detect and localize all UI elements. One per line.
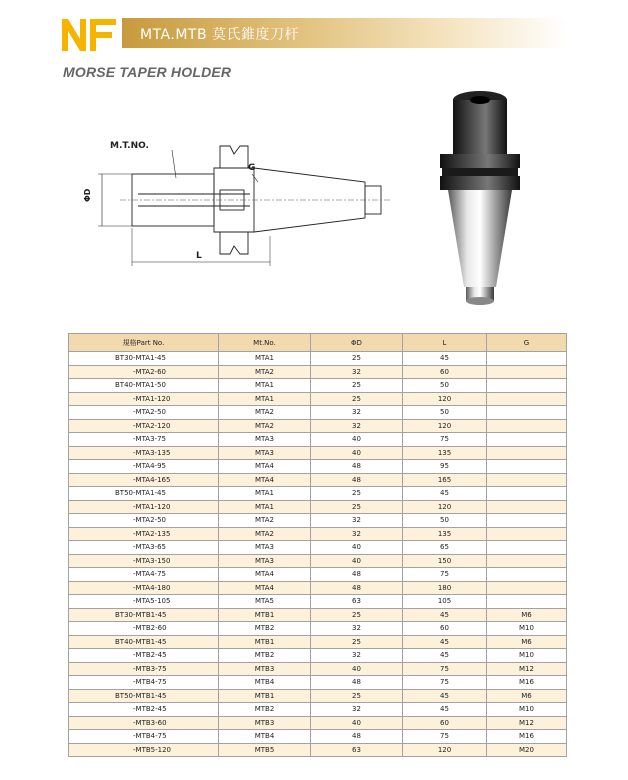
- l-cell: 45: [403, 689, 487, 703]
- table-row: [69, 433, 567, 447]
- d-cell: 40: [311, 662, 403, 676]
- table-row: [69, 716, 567, 730]
- header-d: ΦD: [311, 334, 403, 352]
- part-no-cell: -MTB4-75: [69, 676, 219, 690]
- table-row: [69, 743, 567, 757]
- part-no-cell: -MTA2-60: [69, 365, 219, 379]
- g-cell: [487, 419, 567, 433]
- table-row: [69, 730, 567, 744]
- d-cell: 63: [311, 743, 403, 757]
- d-cell: 25: [311, 635, 403, 649]
- g-cell: M20: [487, 743, 567, 757]
- mt-no-cell: MTA4: [219, 473, 311, 487]
- l-cell: 45: [403, 703, 487, 717]
- table-row: [69, 500, 567, 514]
- d-cell: 25: [311, 500, 403, 514]
- part-no-cell: -MTB3-75: [69, 662, 219, 676]
- d-cell: 25: [311, 487, 403, 501]
- part-no-cell: -MTB5-120: [69, 743, 219, 757]
- l-cell: 180: [403, 581, 487, 595]
- mt-no-cell: MTB4: [219, 676, 311, 690]
- l-cell: 75: [403, 730, 487, 744]
- mt-no-cell: MTA1: [219, 500, 311, 514]
- d-cell: 25: [311, 689, 403, 703]
- l-cell: 95: [403, 460, 487, 474]
- l-cell: 135: [403, 446, 487, 460]
- part-no-cell: BT30-MTA1-45: [69, 352, 219, 366]
- g-cell: [487, 352, 567, 366]
- table-row: [69, 608, 567, 622]
- g-cell: [487, 514, 567, 528]
- table-row: [69, 595, 567, 609]
- g-cell: M6: [487, 689, 567, 703]
- d-cell: 48: [311, 581, 403, 595]
- l-cell: 75: [403, 433, 487, 447]
- table-row: [69, 446, 567, 460]
- l-cell: 60: [403, 365, 487, 379]
- l-cell: 135: [403, 527, 487, 541]
- mt-no-cell: MTB3: [219, 662, 311, 676]
- d-cell: 48: [311, 676, 403, 690]
- g-cell: M12: [487, 662, 567, 676]
- mt-no-cell: MTA2: [219, 406, 311, 420]
- table-row: [69, 406, 567, 420]
- table-row: [69, 487, 567, 501]
- d-cell: 48: [311, 568, 403, 582]
- table-row: [69, 581, 567, 595]
- mt-no-cell: MTA3: [219, 541, 311, 555]
- table-row: [69, 419, 567, 433]
- mt-no-cell: MTB3: [219, 716, 311, 730]
- l-cell: 75: [403, 676, 487, 690]
- part-no-cell: -MTA3-135: [69, 446, 219, 460]
- table-row: [69, 527, 567, 541]
- brand-logo: [60, 15, 118, 53]
- table-row: [69, 460, 567, 474]
- part-no-cell: BT50-MTB1-45: [69, 689, 219, 703]
- part-no-cell: BT40-MTB1-45: [69, 635, 219, 649]
- mt-no-cell: MTA2: [219, 514, 311, 528]
- mt-no-cell: MTA4: [219, 581, 311, 595]
- table-row: [69, 676, 567, 690]
- mt-no-cell: MTA3: [219, 554, 311, 568]
- table-row: [69, 473, 567, 487]
- d-cell: 25: [311, 392, 403, 406]
- table-row: [69, 365, 567, 379]
- g-cell: [487, 581, 567, 595]
- d-cell: 48: [311, 730, 403, 744]
- l-cell: 45: [403, 608, 487, 622]
- technical-drawing: [80, 128, 400, 276]
- d-cell: 32: [311, 703, 403, 717]
- l-cell: 65: [403, 541, 487, 555]
- mt-no-cell: MTB5: [219, 743, 311, 757]
- g-cell: M16: [487, 676, 567, 690]
- mt-no-label: M.T.NO.: [110, 141, 149, 151]
- l-cell: 120: [403, 743, 487, 757]
- part-no-cell: -MTB2-45: [69, 649, 219, 663]
- g-cell: [487, 460, 567, 474]
- mt-no-cell: MTB4: [219, 730, 311, 744]
- table-row: [69, 352, 567, 366]
- g-cell: [487, 473, 567, 487]
- title-bar: [122, 18, 568, 48]
- d-cell: 32: [311, 649, 403, 663]
- part-no-cell: -MTA3-65: [69, 541, 219, 555]
- d-label: ΦD: [83, 188, 92, 202]
- d-cell: 40: [311, 554, 403, 568]
- part-no-cell: -MTA4-180: [69, 581, 219, 595]
- g-cell: [487, 406, 567, 420]
- header-l: L: [403, 334, 487, 352]
- part-no-cell: BT40-MTA1-50: [69, 379, 219, 393]
- g-cell: [487, 365, 567, 379]
- header-part-no: 規格Part No.: [69, 334, 219, 352]
- g-cell: M10: [487, 622, 567, 636]
- mt-no-cell: MTA4: [219, 460, 311, 474]
- table-row: [69, 379, 567, 393]
- table-row: [69, 662, 567, 676]
- d-cell: 40: [311, 541, 403, 555]
- d-cell: 63: [311, 595, 403, 609]
- l-cell: 120: [403, 500, 487, 514]
- l-cell: 50: [403, 379, 487, 393]
- d-cell: 40: [311, 716, 403, 730]
- g-cell: M12: [487, 716, 567, 730]
- g-cell: [487, 595, 567, 609]
- g-cell: [487, 433, 567, 447]
- part-no-cell: -MTB2-60: [69, 622, 219, 636]
- header-mt-no: Mt.No.: [219, 334, 311, 352]
- g-cell: M16: [487, 730, 567, 744]
- d-cell: 32: [311, 622, 403, 636]
- l-label: L: [196, 251, 202, 261]
- mt-no-cell: MTB1: [219, 689, 311, 703]
- table-row: [69, 689, 567, 703]
- table-row: [69, 568, 567, 582]
- g-cell: [487, 379, 567, 393]
- l-cell: 45: [403, 487, 487, 501]
- spec-table: [68, 333, 567, 757]
- l-cell: 60: [403, 622, 487, 636]
- g-cell: [487, 527, 567, 541]
- l-cell: 120: [403, 419, 487, 433]
- mt-no-cell: MTA1: [219, 487, 311, 501]
- d-cell: 32: [311, 514, 403, 528]
- table-row: [69, 703, 567, 717]
- table-row: [69, 554, 567, 568]
- d-cell: 32: [311, 406, 403, 420]
- mt-no-cell: MTA2: [219, 419, 311, 433]
- d-cell: 32: [311, 527, 403, 541]
- mt-no-cell: MTA4: [219, 568, 311, 582]
- l-cell: 45: [403, 352, 487, 366]
- g-cell: M10: [487, 703, 567, 717]
- mt-no-cell: MTB1: [219, 635, 311, 649]
- mt-no-cell: MTB2: [219, 703, 311, 717]
- d-cell: 32: [311, 365, 403, 379]
- g-cell: M6: [487, 635, 567, 649]
- part-no-cell: -MTA4-75: [69, 568, 219, 582]
- d-cell: 48: [311, 473, 403, 487]
- d-cell: 40: [311, 446, 403, 460]
- header-g: G: [487, 334, 567, 352]
- part-no-cell: -MTA2-135: [69, 527, 219, 541]
- morse-taper-holder-photo-icon: [418, 82, 542, 307]
- g-cell: [487, 446, 567, 460]
- table-row: [69, 514, 567, 528]
- part-no-cell: -MTB3-60: [69, 716, 219, 730]
- table-row: [69, 635, 567, 649]
- part-no-cell: BT50-MTA1-45: [69, 487, 219, 501]
- g-cell: [487, 568, 567, 582]
- part-no-cell: -MTA1-120: [69, 500, 219, 514]
- g-cell: [487, 541, 567, 555]
- part-no-cell: -MTA2-50: [69, 406, 219, 420]
- mt-no-cell: MTB2: [219, 622, 311, 636]
- part-no-cell: -MTA4-165: [69, 473, 219, 487]
- l-cell: 165: [403, 473, 487, 487]
- part-no-cell: -MTB4-75: [69, 730, 219, 744]
- l-cell: 150: [403, 554, 487, 568]
- l-cell: 105: [403, 595, 487, 609]
- part-no-cell: BT30-MTB1-45: [69, 608, 219, 622]
- mt-no-cell: MTA3: [219, 446, 311, 460]
- table-row: [69, 392, 567, 406]
- part-no-cell: -MTB2-45: [69, 703, 219, 717]
- mt-no-cell: MTA1: [219, 379, 311, 393]
- part-no-cell: -MTA4-95: [69, 460, 219, 474]
- table-header-row: [69, 334, 567, 352]
- part-no-cell: -MTA1-120: [69, 392, 219, 406]
- l-cell: 120: [403, 392, 487, 406]
- l-cell: 45: [403, 635, 487, 649]
- d-cell: 40: [311, 433, 403, 447]
- part-no-cell: -MTA5-105: [69, 595, 219, 609]
- section-subtitle: MORSE TAPER HOLDER: [63, 64, 232, 80]
- d-cell: 25: [311, 608, 403, 622]
- mt-no-cell: MTB2: [219, 649, 311, 663]
- g-cell: [487, 487, 567, 501]
- g-cell: [487, 392, 567, 406]
- table-row: [69, 541, 567, 555]
- table-row: [69, 649, 567, 663]
- part-no-cell: -MTA3-150: [69, 554, 219, 568]
- l-cell: 45: [403, 649, 487, 663]
- g-cell: M10: [487, 649, 567, 663]
- page-title: MTA.MTB 莫氏錐度刀杆: [140, 27, 300, 43]
- g-cell: [487, 554, 567, 568]
- mt-no-cell: MTA1: [219, 352, 311, 366]
- g-cell: M6: [487, 608, 567, 622]
- part-no-cell: -MTA3-75: [69, 433, 219, 447]
- mt-no-cell: MTA1: [219, 392, 311, 406]
- d-cell: 48: [311, 460, 403, 474]
- l-cell: 75: [403, 662, 487, 676]
- part-no-cell: -MTA2-50: [69, 514, 219, 528]
- g-label: G: [248, 163, 256, 173]
- d-cell: 25: [311, 379, 403, 393]
- mt-no-cell: MTA2: [219, 527, 311, 541]
- l-cell: 60: [403, 716, 487, 730]
- mt-no-cell: MTA2: [219, 365, 311, 379]
- g-cell: [487, 500, 567, 514]
- mt-no-cell: MTB1: [219, 608, 311, 622]
- d-cell: 32: [311, 419, 403, 433]
- mt-no-cell: MTA3: [219, 433, 311, 447]
- d-cell: 25: [311, 352, 403, 366]
- mt-no-cell: MTA5: [219, 595, 311, 609]
- l-cell: 50: [403, 406, 487, 420]
- table-row: [69, 622, 567, 636]
- l-cell: 75: [403, 568, 487, 582]
- part-no-cell: -MTA2-120: [69, 419, 219, 433]
- l-cell: 50: [403, 514, 487, 528]
